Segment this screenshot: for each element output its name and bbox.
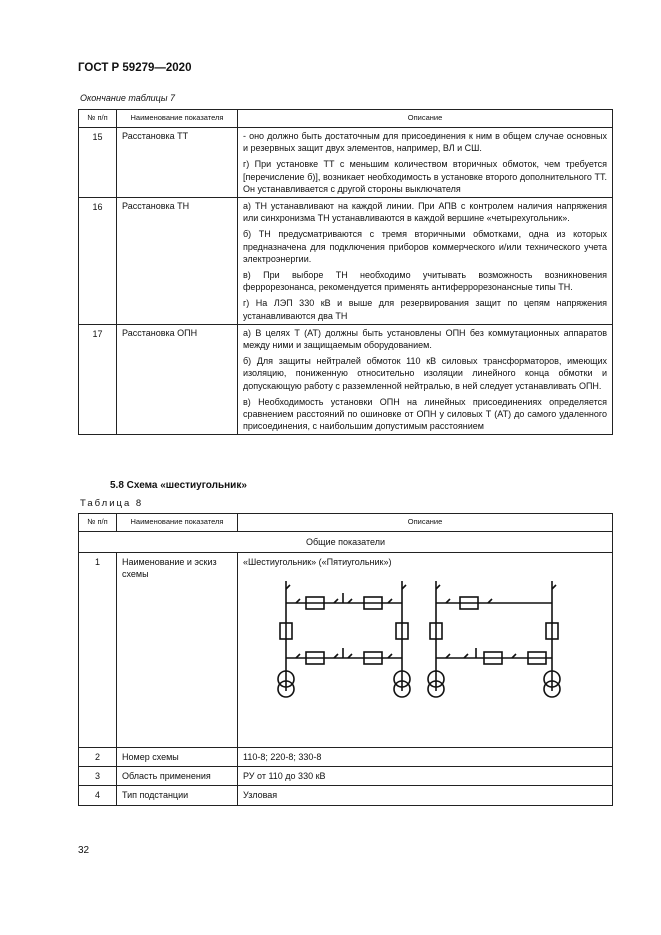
row-num: 2 — [94, 752, 100, 762]
table-7-end — [78, 109, 613, 435]
hexagon-scheme-diagram — [238, 571, 608, 731]
col-name-header: Наименование показателя — [117, 514, 238, 532]
table-8 — [78, 513, 613, 806]
table-header-row — [79, 514, 613, 532]
table-row — [79, 198, 613, 325]
col-name-header: Наименование показателя — [117, 110, 238, 128]
desc-paragraph: в) Необходимость установки ОПН на линейных присоединениях определяется сравнением расстояний по ошиновке от ОПН у силовых Т (АТ) до самого удаленного присоединения, с наибольшим допустимым расстоянием — [243, 396, 607, 432]
desc-paragraph: а) В целях Т (АТ) должны быть установлены ОПН без коммутационных аппаратов между ними и защищаемым оборудованием. — [243, 327, 607, 351]
col-num-header: № п/п — [79, 110, 117, 128]
group-header: Общие показатели — [79, 532, 613, 553]
row-name: Область применения — [122, 771, 211, 782]
row-num: 4 — [94, 790, 100, 801]
document-header: ГОСТ Р 59279—2020 — [78, 62, 192, 74]
row-name: Наименование и эскиз схемы — [122, 557, 217, 580]
table-row — [79, 324, 613, 435]
table7-caption: Окончание таблицы 7 — [80, 93, 175, 103]
hexagon-scheme — [278, 581, 410, 697]
desc-paragraph: в) При выборе ТН необходимо учитывать возможность возникновения феррорезонанса, рекомендуется применять антиферрорезонансные типы ТН. — [243, 270, 607, 293]
col-desc-header: Описание — [238, 110, 613, 128]
row-desc: «Шестиугольник» («Пятиугольник») — [243, 557, 392, 567]
col-num-header: № п/п — [79, 514, 117, 532]
desc-paragraph: г) При установке ТТ с меньшим количеством вторичных обмоток, чем требуется [перечисление б)], возникает необходимость в установке второго дополнительного ТТ. Он устанавливается с другой стороны выключателя — [243, 159, 607, 194]
col-desc-header: Описание — [238, 514, 613, 532]
desc-paragraph: г) На ЛЭП 330 кВ и выше для резервирования защит по цепям напряжения устанавливаются два ТН — [243, 298, 607, 321]
table-row — [79, 748, 613, 767]
table8-caption: Таблица 8 — [80, 498, 144, 509]
table-row — [79, 767, 613, 786]
section-title: 5.8 Схема «шестиугольник» — [110, 480, 247, 491]
table-header-row — [79, 110, 613, 128]
page-number: 32 — [78, 845, 90, 856]
row-num: 3 — [94, 771, 100, 782]
row-desc: 110-8; 220-8; 330-8 — [243, 752, 322, 762]
row-name: Расстановка ТТ — [122, 131, 189, 141]
row-num: 17 — [92, 328, 103, 339]
table-row — [79, 786, 613, 805]
row-name: Расстановка ОПН — [122, 327, 198, 338]
row-name: Номер схемы — [122, 752, 179, 762]
row-num: 16 — [92, 202, 103, 213]
row-num: 15 — [92, 132, 103, 142]
row-num: 1 — [94, 557, 100, 567]
pentagon-scheme — [428, 581, 560, 697]
desc-paragraph: б) Для защиты нейтралей обмоток 110 кВ силовых трансформаторов, имеющих изоляцию, пониженную относительно изоляции линейного конца обмотки и допускающую работу с разземленной нейтралью, в ней следует устанавливать ОПН. — [243, 356, 607, 391]
row-desc: РУ от 110 до 330 кВ — [243, 771, 326, 782]
table-row — [79, 128, 613, 198]
table-row — [79, 553, 613, 748]
desc-paragraph: б) ТН предусматриваются с тремя вторичными обмотками, одна из которых предназначена для подключения приборов коммерческого и/или технического учета электроэнергии. — [243, 229, 607, 264]
desc-paragraph: а) ТН устанавливают на каждой линии. При АПВ с контролем наличия напряжения или синхронизма ТН устанавливаются в каждой вершине «четырехугольник». — [243, 201, 607, 224]
desc-paragraph: - оно должно быть достаточным для присоединения к ним в общем случае основных и резервных защит двух элементов, например, ВЛ и СШ. — [243, 131, 607, 154]
row-desc: Узловая — [243, 790, 278, 801]
row-name: Тип подстанции — [122, 790, 189, 801]
row-name: Расстановка ТН — [122, 201, 190, 212]
